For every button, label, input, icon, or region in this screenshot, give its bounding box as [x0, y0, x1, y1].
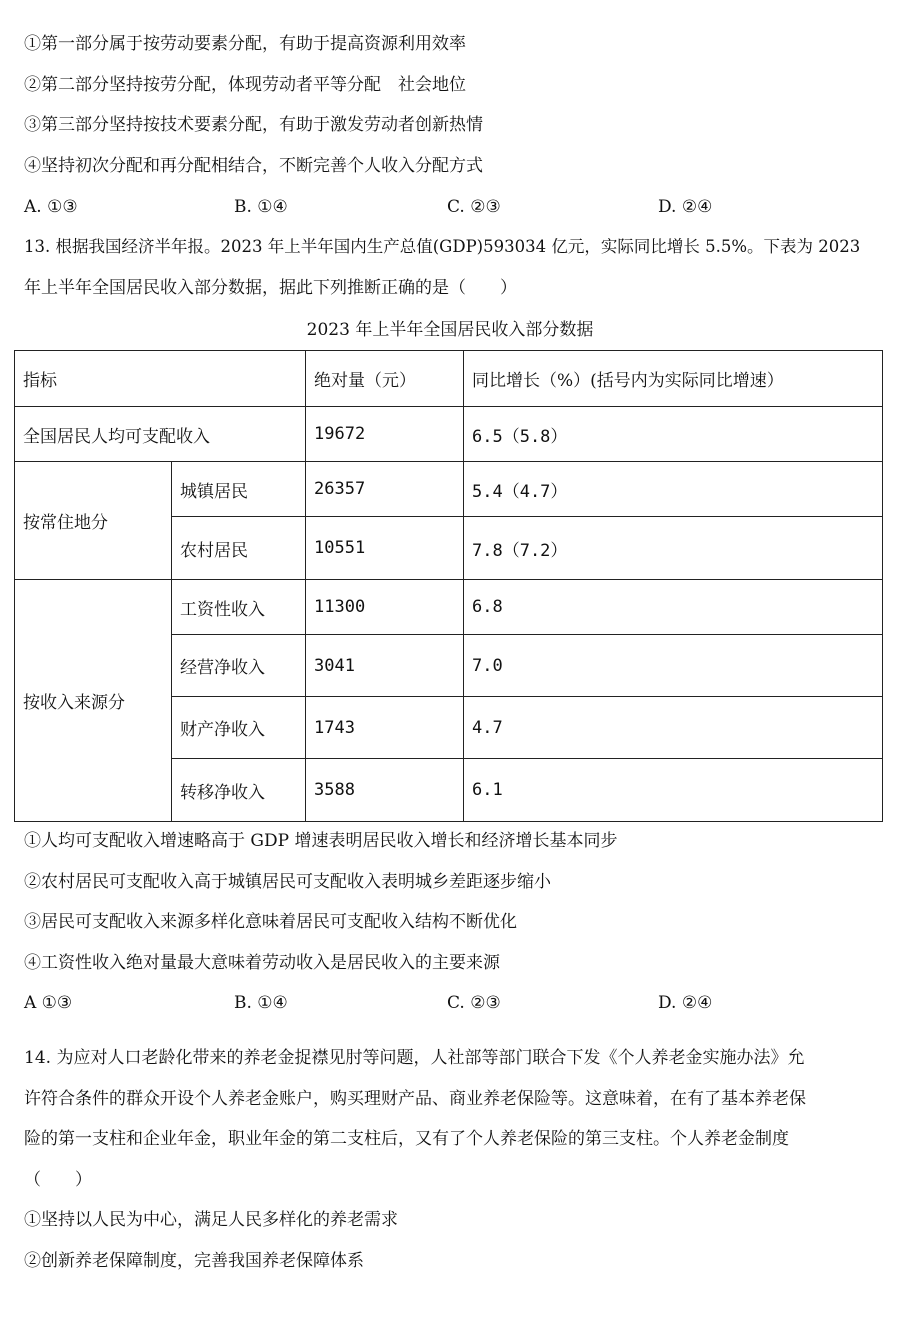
q12-option-b[interactable]: B. ①④ [234, 197, 288, 217]
row-label: 农村居民 [172, 517, 306, 580]
row-growth: 6.5（5.8） [464, 407, 883, 462]
table-header-row [15, 351, 883, 407]
row-growth: 6.1 [464, 759, 883, 822]
row-growth: 4.7 [464, 697, 883, 759]
row-label: 城镇居民 [172, 462, 306, 517]
q14-statement-2: ②创新养老保障制度，完善我国养老保障体系 [24, 1251, 364, 1271]
table-row [15, 407, 883, 462]
q12-option-c[interactable]: C. ②③ [447, 197, 501, 217]
q12-statement-4: ④坚持初次分配和再分配相结合，不断完善个人收入分配方式 [24, 156, 483, 176]
q14-statement-1: ①坚持以人民为中心，满足人民多样化的养老需求 [24, 1210, 398, 1230]
row-amount: 26357 [306, 462, 464, 517]
q13-statement-1: ①人均可支配收入增速略高于 GDP 增速表明居民收入增长和经济增长基本同步 [24, 831, 618, 851]
row-amount: 10551 [306, 517, 464, 580]
q14-stem-line-2: 许符合条件的群众开设个人养老金账户，购买理财产品、商业养老保险等。这意味着，在有了基本养老保 [24, 1089, 806, 1109]
table-row [15, 580, 883, 635]
group-label-residence: 按常住地分 [15, 462, 172, 580]
row-label: 转移净收入 [172, 759, 306, 822]
row-growth: 6.8 [464, 580, 883, 635]
table-caption: 2023 年上半年全国居民收入部分数据 [306, 320, 594, 340]
row-amount: 19672 [306, 407, 464, 462]
row-growth: 7.8（7.2） [464, 517, 883, 580]
q14-stem-line-1: 14. 为应对人口老龄化带来的养老金捉襟见肘等问题，人社部等部门联合下发《个人养老金实施办法》允 [24, 1048, 805, 1068]
q12-options [24, 195, 884, 219]
q12-statement-2: ②第二部分坚持按劳分配，体现劳动者平等分配 社会地位 [24, 75, 466, 95]
q12-option-a[interactable]: A. ①③ [24, 197, 78, 217]
table-row [15, 462, 883, 517]
q12-statement-1: ①第一部分属于按劳动要素分配，有助于提高资源利用效率 [24, 34, 466, 54]
row-amount: 11300 [306, 580, 464, 635]
q13-statement-3: ③居民可支配收入来源多样化意味着居民可支配收入结构不断优化 [24, 912, 517, 932]
q14-stem-line-3: 险的第一支柱和企业年金，职业年金的第二支柱后，又有了个人养老保险的第三支柱。个人养老金制度 [24, 1129, 789, 1149]
row-label: 全国居民人均可支配收入 [15, 407, 306, 462]
row-amount: 3041 [306, 635, 464, 697]
q13-statement-4: ④工资性收入绝对量最大意味着劳动收入是居民收入的主要来源 [24, 953, 500, 973]
q13-option-b[interactable]: B. ①④ [234, 993, 288, 1013]
q13-option-c[interactable]: C. ②③ [447, 993, 501, 1013]
row-amount: 3588 [306, 759, 464, 822]
row-amount: 1743 [306, 697, 464, 759]
header-indicator: 指标 [15, 351, 306, 407]
row-label: 财产净收入 [172, 697, 306, 759]
q13-options [24, 991, 884, 1015]
group-label-source: 按收入来源分 [15, 580, 172, 822]
q14-stem-line-4: （ ） [24, 1170, 92, 1190]
row-growth: 5.4（4.7） [464, 462, 883, 517]
q12-option-d[interactable]: D. ②④ [658, 197, 713, 217]
row-growth: 7.0 [464, 635, 883, 697]
q13-option-a[interactable]: A ①③ [24, 993, 73, 1013]
header-growth: 同比增长（%）(括号内为实际同比增速） [464, 351, 883, 407]
row-label: 工资性收入 [172, 580, 306, 635]
q13-stem-line-2: 年上半年全国居民收入部分数据，据此下列推断正确的是（ ） [24, 278, 517, 298]
q13-stem-line-1: 13. 根据我国经济半年报。2023 年上半年国内生产总值(GDP)593034 亿元，实际同比增长 5.5%。下表为 2023 [24, 237, 861, 256]
header-amount: 绝对量（元） [306, 351, 464, 407]
q12-statement-3: ③第三部分坚持按技术要素分配，有助于激发劳动者创新热情 [24, 115, 483, 135]
income-table [14, 350, 883, 822]
row-label: 经营净收入 [172, 635, 306, 697]
q13-option-d[interactable]: D. ②④ [658, 993, 713, 1013]
q13-statement-2: ②农村居民可支配收入高于城镇居民可支配收入表明城乡差距逐步缩小 [24, 872, 551, 892]
